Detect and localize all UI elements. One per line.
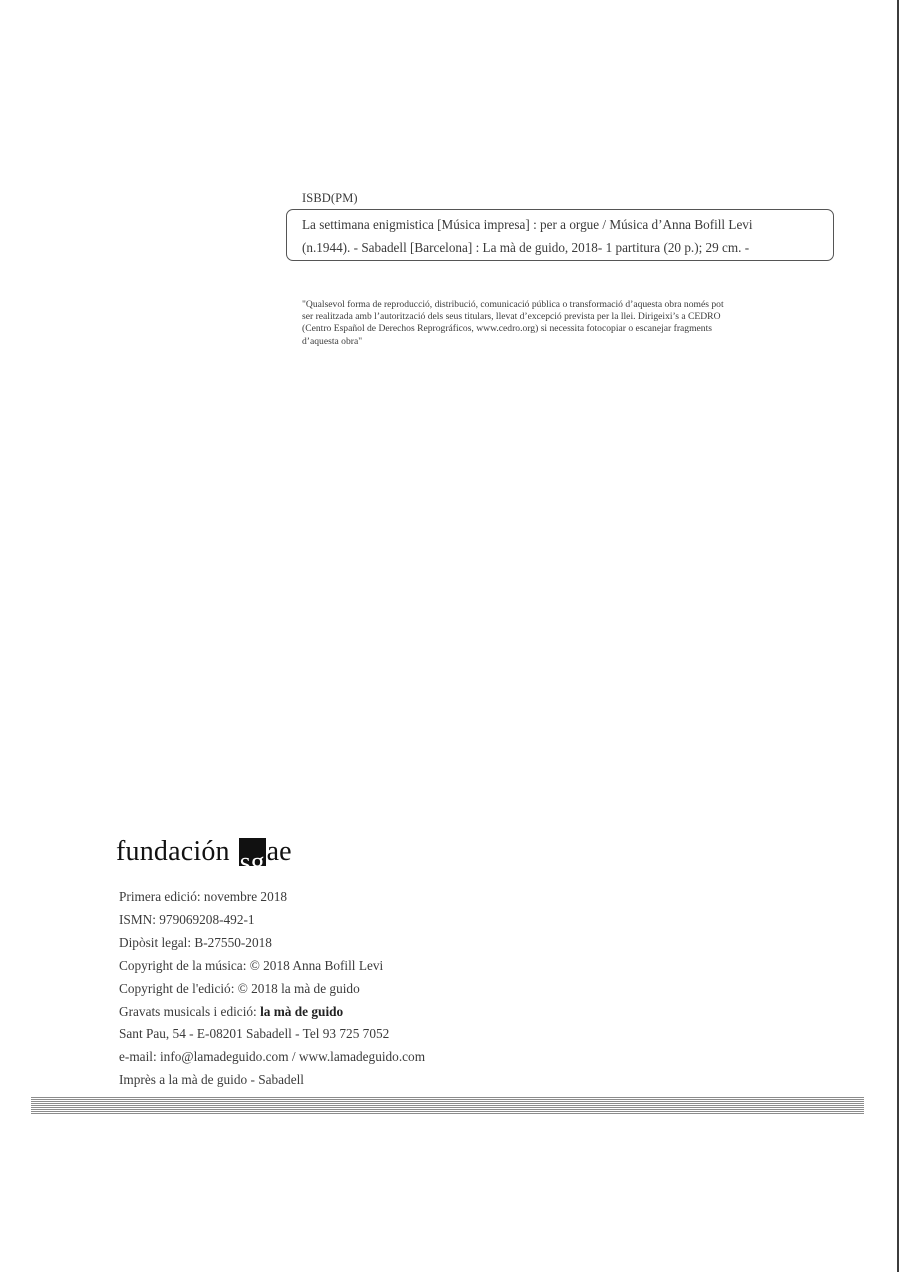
logo-word: fundación xyxy=(116,836,230,867)
engraving-label: Gravats musicals i edició: xyxy=(119,1003,261,1019)
catalog-line-1: La settimana enigmistica [Música impresa] : per a orgue / Música d’Anna Bofill Levi xyxy=(302,217,753,232)
ismn: ISMN: 979069208-492-1 xyxy=(119,911,255,927)
catalog-record-box xyxy=(286,209,834,261)
rights-notice xyxy=(302,299,826,348)
colophon xyxy=(119,886,425,1092)
page-edge-border xyxy=(897,0,899,1272)
rights-notice-line-3: (Centro Español de Derechos Reprográficos, www.cedro.org) si necessita fotocopiar o escanejar fragments xyxy=(302,323,712,335)
rule-line xyxy=(31,1113,864,1114)
rights-notice-line-1: "Qualsevol forma de reproducció, distribució, comunicació pública o transformació d’aquesta obra només pot xyxy=(302,299,724,310)
publisher-contact: e-mail: info@lamadeguido.com / www.lamadeguido.com xyxy=(119,1049,426,1065)
engraving-line xyxy=(119,1001,425,1024)
logo-sgae-mark xyxy=(239,836,292,878)
edition-copyright: Copyright de l'edició: © 2018 la mà de guido xyxy=(119,980,360,996)
logo-ae: ae xyxy=(266,836,292,867)
rule-line xyxy=(31,1103,864,1104)
rule-line xyxy=(31,1109,864,1110)
music-copyright: Copyright de la música: © 2018 Anna Bofill Levi xyxy=(119,957,384,973)
rights-notice-line-4: d’aquesta obra" xyxy=(302,335,363,347)
staff-rule-band xyxy=(31,1097,864,1114)
catalog-line-2: (n.1944). - Sabadell [Barcelona] : La mà de guido, 2018- 1 partitura (20 p.); 29 cm. - xyxy=(302,240,750,255)
rule-line xyxy=(31,1101,864,1102)
rule-line xyxy=(31,1105,864,1106)
rule-line xyxy=(31,1099,864,1100)
engraving-publisher: la mà de guido xyxy=(260,1003,344,1019)
fundacion-sgae-logo xyxy=(116,826,292,878)
isbd-label: ISBD(PM) xyxy=(302,191,358,205)
rule-line xyxy=(31,1107,864,1108)
rule-line xyxy=(31,1111,864,1112)
logo-sg-block: sg xyxy=(239,838,266,866)
rights-notice-line-2: ser realitzada amb l’autorització dels seus titulars, llevat d’excepció prevista per la llei. Dirigeixi’s a CEDRO xyxy=(302,311,721,323)
printed-by: Imprès a la mà de guido - Sabadell xyxy=(119,1072,304,1088)
publisher-address: Sant Pau, 54 - E-08201 Sabadell - Tel 93 725 7052 xyxy=(119,1026,390,1042)
first-edition: Primera edició: novembre 2018 xyxy=(119,889,288,904)
rule-line xyxy=(31,1097,864,1098)
legal-deposit: Dipòsit legal: B-27550-2018 xyxy=(119,934,272,950)
